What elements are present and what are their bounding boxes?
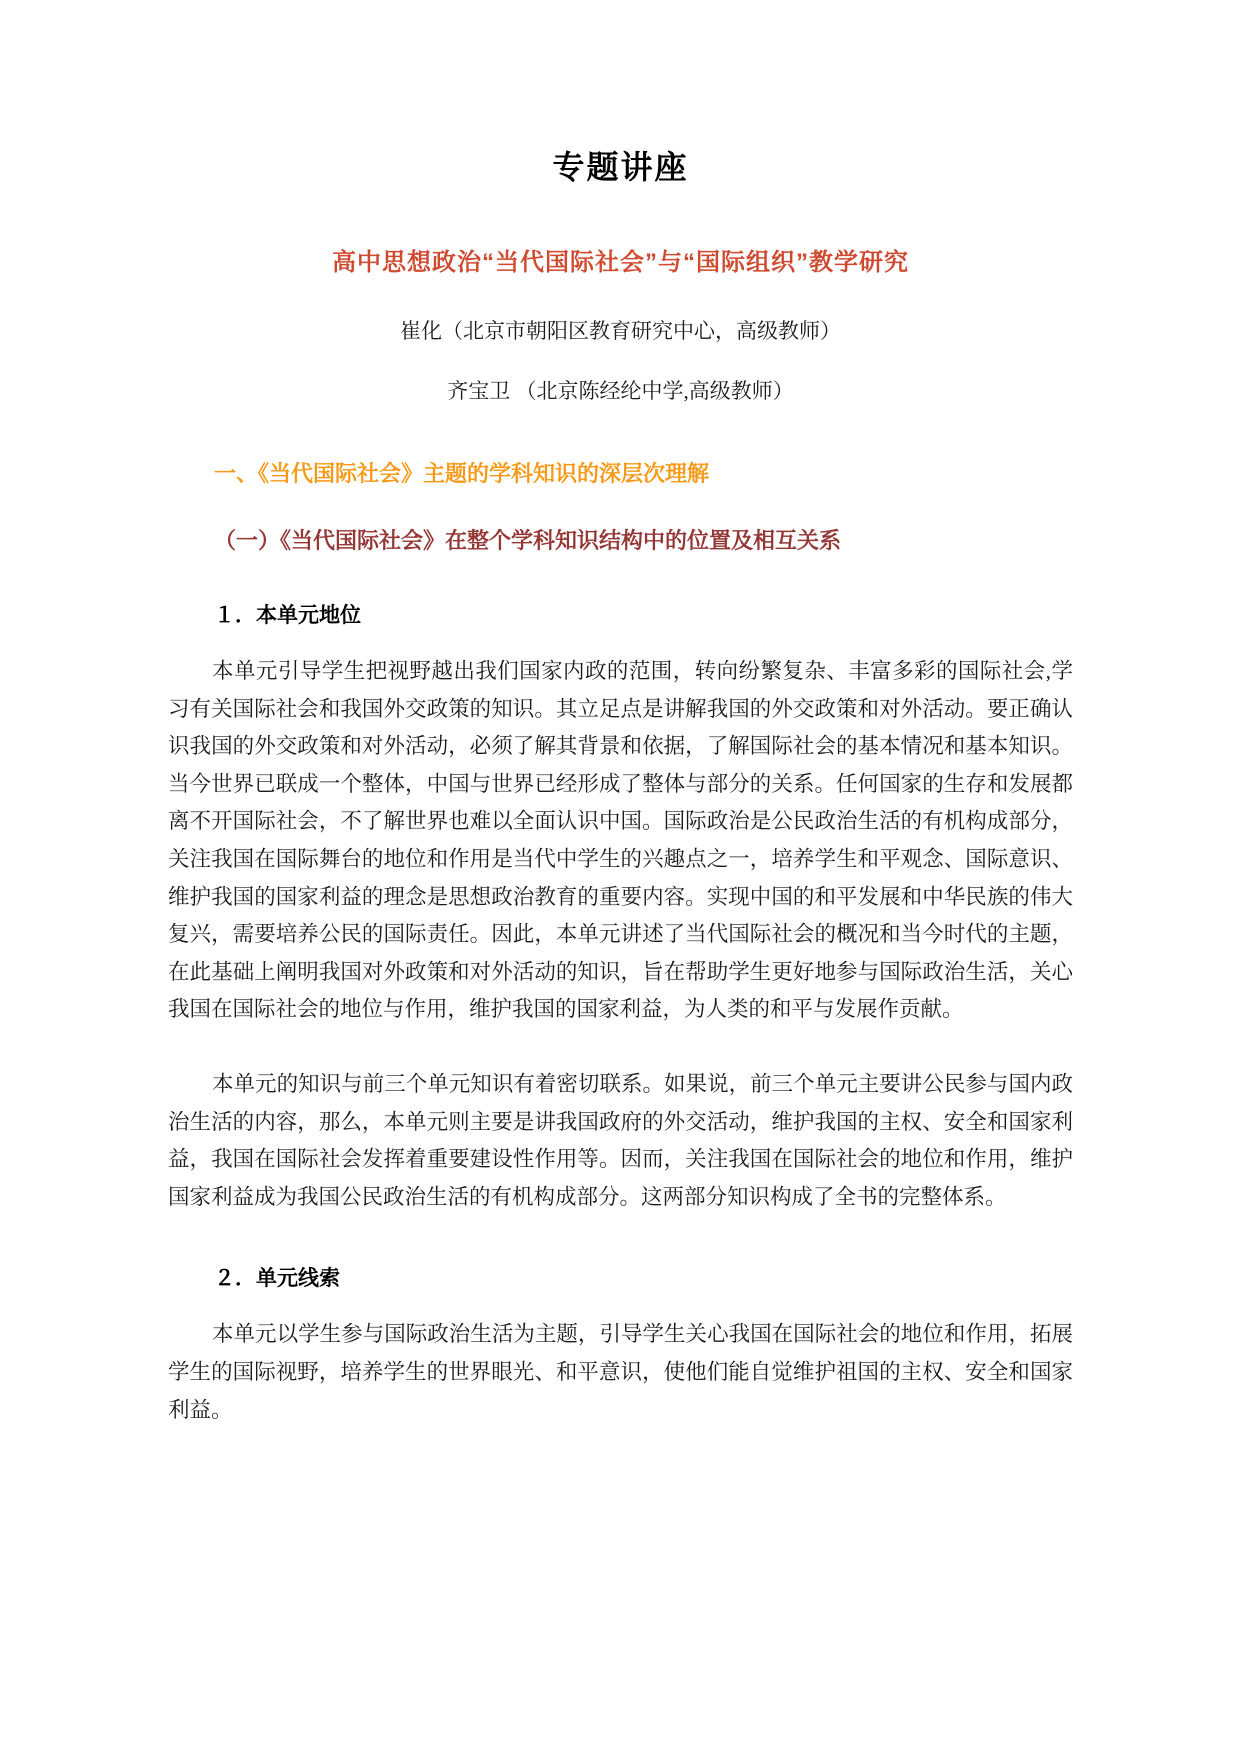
document-title: 专题讲座: [552, 149, 689, 185]
author-line-2: 齐宝卫 （北京陈经纶中学,高级教师）: [447, 379, 794, 403]
paragraph-unit-clue: 本单元以学生参与国际政治生活为主题，引导学生关心我国在国际社会的地位和作用，拓展学生的国际视野，培养学生的世界眼光、和平意识，使他们能自觉维护祖国的主权、安全和国家利益。: [168, 1322, 1073, 1422]
document-subtitle: 高中思想政治“当代国际社会”与“国际组织”教学研究: [332, 249, 909, 276]
paragraph-unit-position-1: 本单元引导学生把视野越出我们国家内政的范围，转向纷繁复杂、丰富多彩的国际社会,学习有关国际社会和我国外交政策的知识。其立足点是讲解我国的外交政策和对外活动。要正确认识我国的外交政策和对外活动，必须了解其背景和依据，了解国际社会的基本情况和基本知识。当今世界已联成一个整体，中国与世界已经形成了整体与部分的关系。任何国家的生存和发展都离不开国际社会，不了解世界也难以全面认识中国。国际政治是公民政治生活的有机构成部分，关注我国在国际舞台的地位和作用是当代中学生的兴趣点之一，培养学生和平观念、国际意识、维护我国的国家利益的理念是思想政治教育的重要内容。实现中国的和平发展和中华民族的伟大复兴，需要培养公民的国际责任。因此，本单元讲述了当代国际社会的概况和当今时代的主题，在此基础上阐明我国对外政策和对外活动的知识，旨在帮助学生更好地参与国际政治生活，关心我国在国际社会的地位与作用，维护我国的国家利益，为人类的和平与发展作贡献。: [168, 659, 1073, 1022]
author-line-1: 崔化（北京市朝阳区教育研究中心，高级教师）: [400, 319, 841, 343]
subheading-unit-position: １．本单元地位: [214, 604, 361, 627]
subheading-unit-clue: ２．单元线索: [214, 1267, 340, 1291]
paragraph-unit-position-2: 本单元的知识与前三个单元知识有着密切联系。如果说，前三个单元主要讲公民参与国内政治生活的内容，那么，本单元则主要是讲我国政府的外交活动，维护我国的主权、安全和国家利益，我国在国际社会发挥着重要建设性作用等。因而，关注我国在国际社会的地位和作用，维护国家利益成为我国公民政治生活的有机构成部分。这两部分知识构成了全书的完整体系。: [168, 1071, 1073, 1209]
section-heading-level-2: （一）《当代国际社会》在整个学科知识结构中的位置及相互关系: [214, 528, 842, 553]
section-heading-level-1: 一、《当代国际社会》主题的学科知识的深层次理解: [214, 461, 710, 486]
